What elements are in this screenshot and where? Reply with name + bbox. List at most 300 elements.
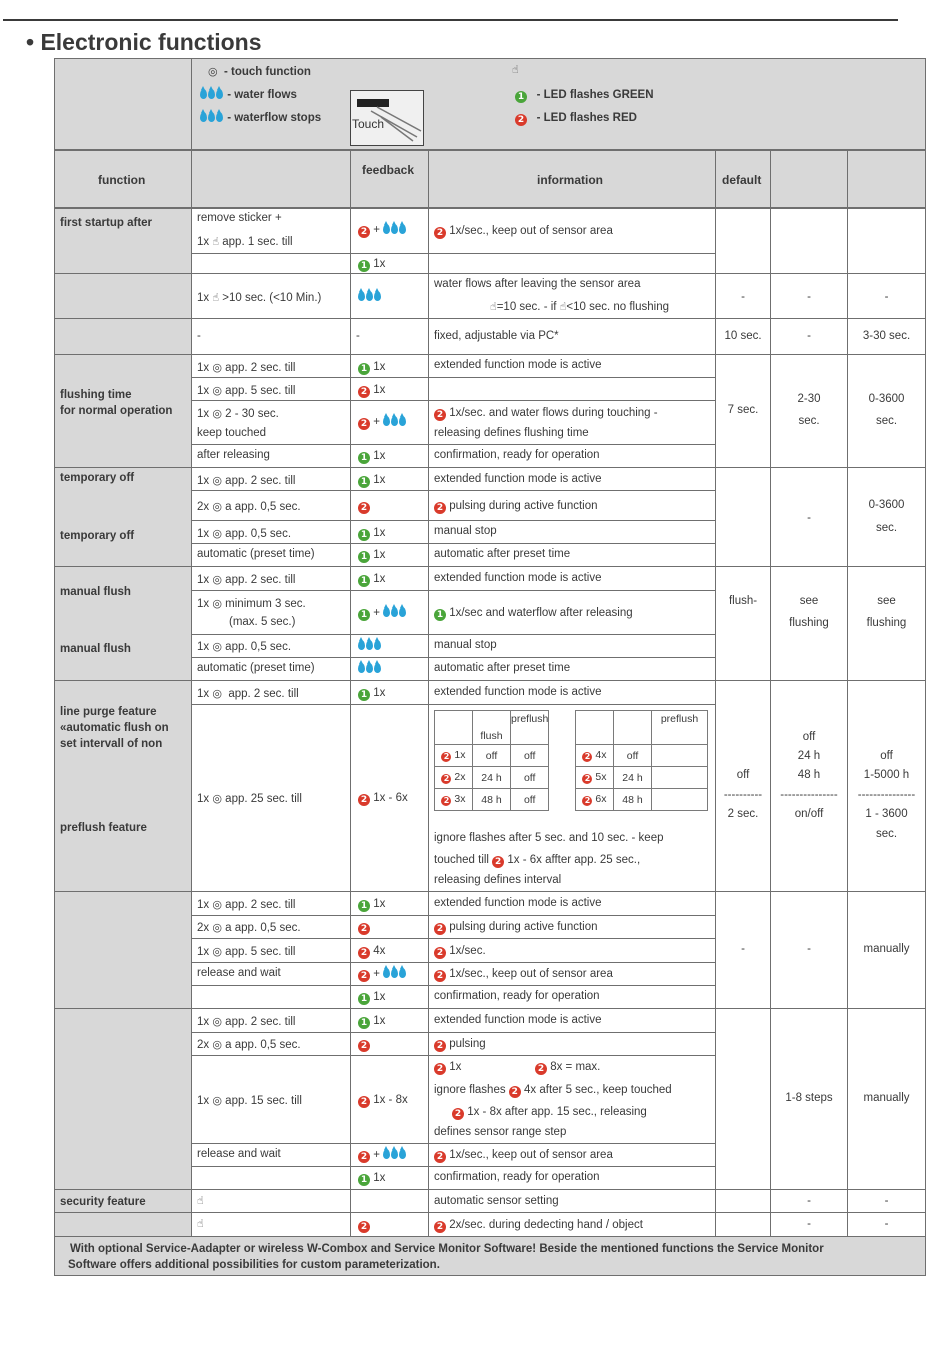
touch-icon: ◎ xyxy=(212,384,222,397)
cell xyxy=(847,354,926,468)
pc-value: - xyxy=(884,1218,889,1230)
red-led-icon: 2 xyxy=(509,1086,521,1098)
pc-value: 1 - 3600 xyxy=(865,808,908,820)
green-led-icon: 1 xyxy=(358,260,370,272)
fb-red xyxy=(358,920,370,935)
range-value: --------------- xyxy=(780,789,838,801)
info-row: extended function mode is active xyxy=(434,686,602,698)
red-led-icon: 2 xyxy=(358,502,370,514)
touch-icon: ◎ xyxy=(212,640,222,653)
mini-cell xyxy=(652,789,708,811)
legend-blank xyxy=(54,58,192,150)
separator xyxy=(191,1032,716,1033)
default-value: - xyxy=(741,943,745,955)
pc-value: - xyxy=(884,1195,889,1207)
fb-red xyxy=(358,1218,370,1233)
fb-red xyxy=(358,499,370,514)
fb-red: 2 1x xyxy=(358,383,385,398)
green-led-icon: 1 xyxy=(358,363,370,375)
fn-temporary-off-2: temporary off xyxy=(60,530,135,542)
mini-cell: off xyxy=(511,745,549,767)
separator xyxy=(191,400,716,401)
water-drops-icon xyxy=(200,112,224,127)
mini-cell: 48 h xyxy=(473,789,511,811)
fb-green: 1 1x xyxy=(358,897,385,912)
range-value: 2-30 xyxy=(797,393,821,405)
default-value: 10 sec. xyxy=(724,330,762,342)
pc-value: 0-3600 xyxy=(868,393,905,405)
default-value: 2 sec. xyxy=(727,808,759,820)
separator xyxy=(191,1055,716,1056)
info-row: releasing defines interval xyxy=(434,874,562,886)
range-value: - xyxy=(807,1195,811,1207)
action-row: 2x ◎ a app. 0,5 sec. xyxy=(197,1038,301,1051)
touch-illustration xyxy=(350,90,424,146)
action-row: 1x ◎ app. 2 sec. till xyxy=(197,361,296,374)
legend-flows: - water flows xyxy=(200,88,297,104)
mini-cell: 2 2x xyxy=(435,767,473,789)
mini-cell: 24 h xyxy=(473,767,511,789)
pc-value: - xyxy=(884,291,889,303)
red-led-icon: 2 xyxy=(358,1096,370,1108)
fb-green: 1 1x xyxy=(358,990,385,1005)
touch-icon: ◎ xyxy=(212,474,222,487)
cell xyxy=(191,1212,351,1237)
legend-stops: - waterflow stops xyxy=(200,111,321,127)
cell xyxy=(54,891,192,1009)
touch-icon: ◎ xyxy=(212,792,222,805)
separator xyxy=(191,962,716,963)
cell xyxy=(770,354,848,468)
mini-cell xyxy=(614,711,652,745)
fn-preflush: preflush feature xyxy=(60,822,147,834)
red-led-icon: 2 xyxy=(434,1151,446,1163)
mini-cell: 2 1x xyxy=(435,745,473,767)
info-startup: 2 1x/sec., keep out of sensor area xyxy=(434,224,613,239)
mini-cell xyxy=(576,711,614,745)
separator xyxy=(191,490,716,491)
fb-red xyxy=(358,1037,370,1052)
red-led-icon: 2 xyxy=(358,386,370,398)
red-led-icon: 2 xyxy=(434,502,446,514)
default-value: - xyxy=(741,291,745,303)
info-row: confirmation, ready for operation xyxy=(434,449,600,461)
info-row: 2 1x xyxy=(434,1060,461,1075)
touch-icon: ◎ xyxy=(212,407,222,420)
footer-line-2: Software offers additional possibilities for custom parameterization. xyxy=(68,1259,440,1271)
info-10sec: ☝=10 sec. - if ☝<10 sec. no flushing xyxy=(490,300,669,313)
pc-value: manually xyxy=(863,943,910,955)
fn-line-purge-3: set intervall of non xyxy=(60,738,163,750)
cell xyxy=(715,208,771,274)
pc-value: 0-3600 xyxy=(868,499,905,511)
red-led-icon: 2 xyxy=(434,1063,446,1075)
cell xyxy=(428,253,716,274)
separator xyxy=(191,938,716,939)
interval-table-left xyxy=(434,710,549,811)
fb-water xyxy=(358,639,382,655)
green-led-icon: 1 xyxy=(358,551,370,563)
action-row: 1x ◎ app. 2 sec. till xyxy=(197,474,296,487)
fb-green: 1 1x xyxy=(358,1171,385,1186)
hand-icon: ☝ xyxy=(197,1217,204,1230)
cell xyxy=(770,208,848,274)
mini-cell: off xyxy=(473,745,511,767)
mini-cell: 2 3x xyxy=(435,789,473,811)
default-value: off xyxy=(736,769,750,781)
green-led-icon: 1 xyxy=(358,529,370,541)
red-led-icon: 2 xyxy=(434,227,446,239)
default-value: flush- xyxy=(728,595,758,607)
red-led-icon: 2 xyxy=(434,1221,446,1233)
water-drops-icon xyxy=(383,416,407,431)
separator xyxy=(191,377,716,378)
info-row: ignore flashes after 5 sec. and 10 sec. - keep xyxy=(434,832,664,844)
touch-icon: ◎ xyxy=(212,573,222,586)
header-feedback xyxy=(350,150,429,208)
touch-icon: ◎ xyxy=(212,597,222,610)
action-10sec: 1x ☝ >10 sec. (<10 Min.) xyxy=(197,291,322,304)
pc-value: sec. xyxy=(875,522,898,534)
touch-icon: ◎ xyxy=(212,687,222,700)
info-row: defines sensor range step xyxy=(434,1126,567,1138)
info-row: extended function mode is active xyxy=(434,473,602,485)
cell xyxy=(191,318,351,355)
mini-cell: off xyxy=(511,789,549,811)
green-led-icon: 1 xyxy=(358,609,370,621)
separator xyxy=(191,444,716,445)
pc-value: manually xyxy=(863,1092,910,1104)
mini-cell: 2 5x xyxy=(576,767,614,789)
action-row: 2x ◎ a app. 0,5 sec. xyxy=(197,921,301,934)
range-value: - xyxy=(807,512,811,524)
mini-cell: 24 h xyxy=(614,767,652,789)
info-row: 2 pulsing xyxy=(434,1037,486,1052)
fb-startup: 2 + xyxy=(358,223,407,239)
header-range xyxy=(770,150,848,208)
info-row: 2 1x/sec., keep out of sensor area xyxy=(434,967,613,982)
fb-startup-confirm: 1 1x xyxy=(358,257,385,272)
fb-red-water: 2 + xyxy=(358,415,407,431)
action-row: 2x ◎ a app. 0,5 sec. xyxy=(197,500,301,513)
fb-green: 1 1x xyxy=(358,572,385,587)
fn-temporary-off: temporary off xyxy=(60,472,135,484)
footer-note xyxy=(68,1241,824,1273)
cell xyxy=(54,273,192,319)
fn-security: security feature xyxy=(60,1196,146,1208)
cell xyxy=(715,467,771,567)
cell xyxy=(715,680,771,892)
red-led-icon: 2 xyxy=(434,409,446,421)
red-led-icon: 2 xyxy=(358,794,370,806)
pc-value: sec. xyxy=(875,415,898,427)
water-drops-icon xyxy=(383,968,407,983)
separator xyxy=(191,543,716,544)
fb-value: - xyxy=(356,330,360,342)
range-value: sec. xyxy=(798,415,820,427)
range-value: 24 h xyxy=(797,750,821,762)
touch-icon: ◎ xyxy=(212,921,222,934)
cell xyxy=(350,318,429,355)
range-value: - xyxy=(807,291,811,303)
range-value: on/off xyxy=(794,808,824,820)
separator xyxy=(191,657,716,658)
separator xyxy=(191,634,716,635)
action-row: 1x ◎ app. 5 sec. till xyxy=(197,945,296,958)
range-value: off xyxy=(802,731,816,743)
red-led-icon: 2 xyxy=(492,856,504,868)
range-value: 48 h xyxy=(797,769,821,781)
cell xyxy=(847,467,926,567)
red-led-icon: 2 xyxy=(358,970,370,982)
green-led-icon: 1 xyxy=(358,689,370,701)
header-feedback-label: feedback xyxy=(362,163,415,177)
separator xyxy=(191,590,716,591)
touch-icon: ◎ xyxy=(212,527,222,540)
water-drops-icon xyxy=(383,224,407,239)
green-led-icon: 1 xyxy=(515,91,527,103)
cell xyxy=(191,1189,351,1213)
green-led-icon: 1 xyxy=(358,1017,370,1029)
hand-icon: ☝ xyxy=(212,235,220,248)
action-row: keep touched xyxy=(197,427,267,439)
page-title: • Electronic functions xyxy=(26,29,262,55)
red-led-icon: 2 xyxy=(358,947,370,959)
touch-icon: ◎ xyxy=(212,945,222,958)
fn-manual-flush: manual flush xyxy=(60,586,131,598)
fb-red-water: 2 + xyxy=(358,1148,407,1164)
interval-table-right xyxy=(575,710,708,811)
green-led-icon: 1 xyxy=(434,609,446,621)
red-led-icon: 2 xyxy=(434,923,446,935)
fb-red: 2 4x xyxy=(358,944,385,959)
fb-green: 1 1x xyxy=(358,1014,385,1029)
touch-icon: ◎ xyxy=(212,898,222,911)
separator xyxy=(191,985,716,986)
range-value: - xyxy=(807,330,811,342)
touch-icon: ◎ xyxy=(208,65,218,78)
fb-red: 2 1x - 8x xyxy=(358,1093,408,1108)
action-row: 1x ◎ app. 2 sec. till xyxy=(197,898,296,911)
red-led-icon: 2 xyxy=(434,947,446,959)
fb-red: 2 1x - 6x xyxy=(358,791,408,806)
info-row: 2 1x/sec. and water flows during touching - xyxy=(434,406,658,421)
cell xyxy=(54,1212,192,1237)
touch-icon: ◎ xyxy=(212,1015,222,1028)
red-led-icon: 2 xyxy=(535,1063,547,1075)
separator xyxy=(191,704,716,705)
fb-green: 1 1x xyxy=(358,449,385,464)
info-row: 2 1x/sec. xyxy=(434,944,486,959)
header-default-label: default xyxy=(722,173,762,187)
action-row: automatic (preset time) xyxy=(197,662,315,674)
cell xyxy=(350,1189,429,1213)
green-led-icon: 1 xyxy=(358,452,370,464)
info-row: extended function mode is active xyxy=(434,897,602,909)
info-row: 2 1x/sec., keep out of sensor area xyxy=(434,1148,613,1163)
info-row: releasing defines flushing time xyxy=(434,427,589,439)
hand-icon: ☝ xyxy=(212,291,220,304)
action-row: 1x ◎ app. 25 sec. till xyxy=(197,792,302,805)
cell xyxy=(350,680,429,892)
water-drops-icon xyxy=(358,640,382,655)
legend-red: 2 - LED flashes RED xyxy=(515,111,637,126)
water-drops-icon xyxy=(358,663,382,678)
info-row: 2 8x = max. xyxy=(535,1060,600,1075)
fn-normal-operation: for normal operation xyxy=(60,405,173,417)
fb-green: 1 1x xyxy=(358,360,385,375)
info-row: 2 pulsing during active function xyxy=(434,920,598,935)
info-row: ignore flashes 2 4x after 5 sec., keep touched xyxy=(434,1084,672,1097)
cell xyxy=(847,680,926,892)
hand-icon: ☝ xyxy=(197,1194,204,1207)
cell xyxy=(715,1189,771,1213)
info-row: 2 pulsing during active function xyxy=(434,499,598,514)
green-led-icon: 1 xyxy=(358,575,370,587)
mini-header: flush xyxy=(473,711,511,745)
fb-green: 1 1x xyxy=(358,548,385,563)
info-row: 1 1x/sec and waterflow after releasing xyxy=(434,606,633,621)
header-action xyxy=(191,150,351,208)
fb-green-water: 1 + xyxy=(358,606,407,622)
action-row: 1x ◎ 2 - 30 sec. xyxy=(197,407,279,420)
red-led-icon: 2 xyxy=(358,418,370,430)
fn-first-startup: first startup after xyxy=(60,217,153,229)
action-row: after releasing xyxy=(197,449,270,461)
fn-line-purge: line purge feature xyxy=(60,706,157,718)
action-row: 1x ◎ app. 0,5 sec. xyxy=(197,640,292,653)
action-row: 1x ◎ app. 5 sec. till xyxy=(197,384,296,397)
separator xyxy=(191,1166,716,1167)
water-drops-icon xyxy=(200,89,224,104)
fn-line-purge-2: «automatic flush on xyxy=(60,722,169,734)
info-row: touched till 2 1x - 6x affter app. 25 sec., xyxy=(434,854,641,867)
info-row: confirmation, ready for operation xyxy=(434,990,600,1002)
red-led-icon: 2 xyxy=(515,114,527,126)
action-row: 1x ◎ app. 2 sec. till xyxy=(197,687,299,700)
red-led-icon: 2 xyxy=(358,1151,370,1163)
fb-green: 1 1x xyxy=(358,526,385,541)
mini-header: preflush xyxy=(652,711,708,745)
pc-value: --------------- xyxy=(857,789,916,801)
action-value: - xyxy=(197,330,201,342)
mini-header: preflush xyxy=(511,711,549,745)
cell xyxy=(715,566,771,681)
touch-label: Touch xyxy=(352,117,385,131)
info-row: extended function mode is active xyxy=(434,572,602,584)
action-row: 1x ◎ app. 2 sec. till xyxy=(197,1015,296,1028)
mini-cell: 2 6x xyxy=(576,789,614,811)
mini-cell xyxy=(652,767,708,789)
action-row: (max. 5 sec.) xyxy=(229,616,296,628)
cell xyxy=(54,318,192,355)
separator xyxy=(191,1143,716,1144)
legend-green: 1 - LED flashes GREEN xyxy=(515,88,654,103)
action-row: 1x ◎ minimum 3 sec. xyxy=(197,597,306,610)
touch-icon: ◎ xyxy=(212,1094,222,1107)
range-value: flushing xyxy=(789,617,829,629)
red-led-icon: 2 xyxy=(452,1108,464,1120)
info-row: confirmation, ready for operation xyxy=(434,1171,600,1183)
info-row: automatic after preset time xyxy=(434,662,571,674)
info-row: extended function mode is active xyxy=(434,359,602,371)
legend-touch: ◎ - touch function xyxy=(208,65,311,78)
separator xyxy=(191,520,716,521)
green-led-icon: 1 xyxy=(358,1174,370,1186)
mini-cell xyxy=(435,711,473,745)
fb-water xyxy=(358,290,382,306)
default-value: 7 sec. xyxy=(727,404,759,416)
green-led-icon: 1 xyxy=(358,900,370,912)
red-led-icon: 2 xyxy=(434,1040,446,1052)
mini-cell xyxy=(652,745,708,767)
water-drops-icon xyxy=(383,1149,407,1164)
range-value: - xyxy=(807,943,811,955)
touch-icon: ◎ xyxy=(212,1038,222,1051)
hand-icon: ☝ xyxy=(512,63,519,76)
info-row: manual stop xyxy=(434,639,497,651)
action-row: 1x ◎ app. 0,5 sec. xyxy=(197,527,292,540)
action-row: automatic (preset time) xyxy=(197,548,315,560)
action-remove-sticker: remove sticker + xyxy=(197,212,282,224)
green-led-icon: 1 xyxy=(358,993,370,1005)
pc-value: flushing xyxy=(866,617,907,629)
top-rule xyxy=(3,19,898,21)
default-value: ---------- xyxy=(723,789,763,801)
cell xyxy=(54,1008,192,1190)
info-row: 2 2x/sec. during dedecting hand / object xyxy=(434,1218,643,1233)
info-water-after: water flows after leaving the sensor area xyxy=(434,278,641,290)
red-led-icon: 2 xyxy=(358,226,370,238)
action-startup: 1x ☝ app. 1 sec. till xyxy=(197,235,293,248)
red-led-icon: 2 xyxy=(358,1221,370,1233)
header-information-label: information xyxy=(537,173,603,187)
fn-flushing-time: flushing time xyxy=(60,389,132,401)
fn-manual-flush-2: manual flush xyxy=(60,643,131,655)
fb-green: 1 1x xyxy=(358,473,385,488)
info-row: extended function mode is active xyxy=(434,1014,602,1026)
mini-cell: off xyxy=(614,745,652,767)
touch-icon: ◎ xyxy=(212,500,222,513)
red-led-icon: 2 xyxy=(358,923,370,935)
pc-value: 3-30 sec. xyxy=(862,330,911,342)
cell xyxy=(191,253,351,274)
water-drops-icon xyxy=(383,607,407,622)
info-row: automatic after preset time xyxy=(434,548,571,560)
range-value: 1-8 steps xyxy=(785,1092,833,1104)
cell xyxy=(770,680,848,892)
range-value: see xyxy=(799,595,819,607)
cell xyxy=(715,1212,771,1237)
mini-cell: 48 h xyxy=(614,789,652,811)
pc-value: sec. xyxy=(875,828,898,840)
action-row: 1x ◎ app. 2 sec. till xyxy=(197,573,296,586)
red-led-icon: 2 xyxy=(358,1040,370,1052)
cell xyxy=(847,208,926,274)
water-drops-icon xyxy=(358,291,382,306)
fb-water xyxy=(358,662,382,678)
header-pc xyxy=(847,150,926,208)
range-value: - xyxy=(807,1218,811,1230)
cell xyxy=(191,680,351,892)
pc-value: see xyxy=(877,595,896,607)
fb-red-water: 2 + xyxy=(358,967,407,983)
mini-cell: 2 4x xyxy=(576,745,614,767)
info-fixed: fixed, adjustable via PC* xyxy=(434,330,559,342)
red-led-icon: 2 xyxy=(434,970,446,982)
info-row: automatic sensor setting xyxy=(434,1195,559,1207)
cell xyxy=(715,1008,771,1190)
